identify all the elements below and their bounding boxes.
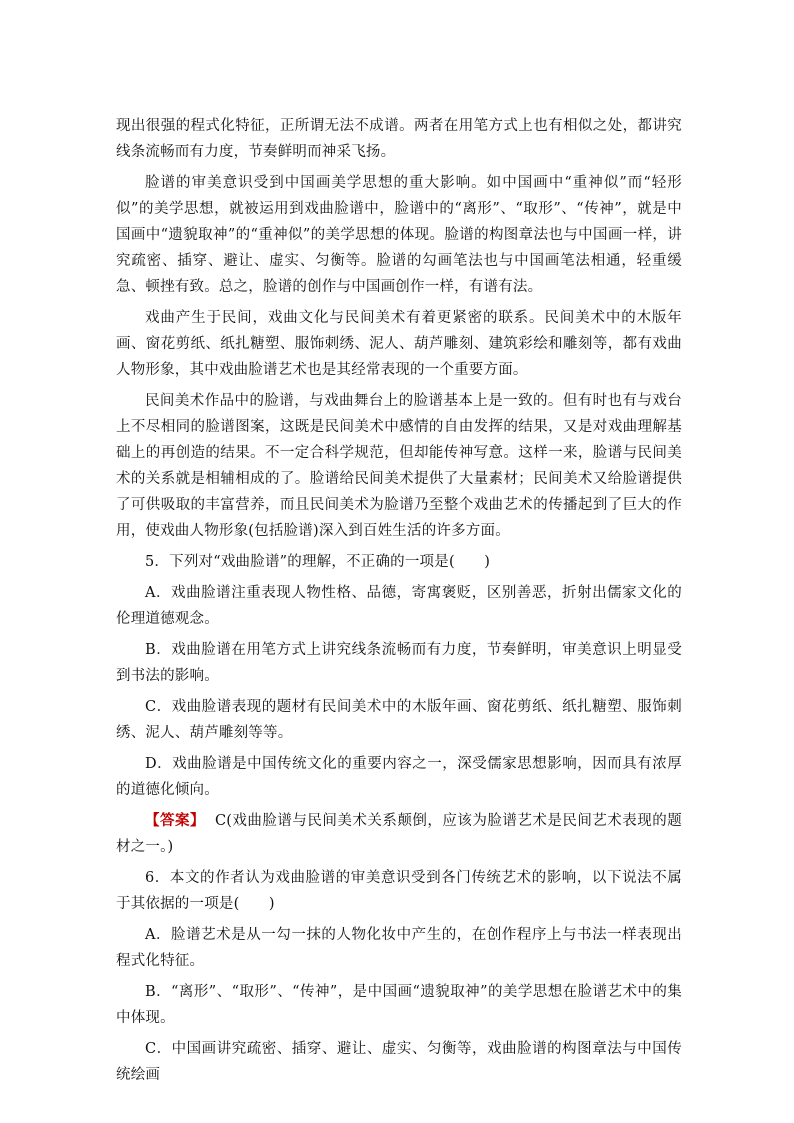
answer-text: C(戏曲脸谱与民间美术关系颠倒，应该为脸谱艺术是民间艺术表现的题材之一。) bbox=[116, 813, 682, 855]
answer-label: 【答案】 bbox=[145, 812, 205, 829]
question-5-stem: 5．下列对“戏曲脸谱”的理解，不正确的一项是( ) bbox=[145, 554, 491, 570]
question-6-option-c: C．中国画讲究疏密、插穿、避让、虚实、匀衡等，戏曲脸谱的构图章法与中国传统绘画 bbox=[116, 1041, 682, 1083]
question-5-option-d: D．戏曲脸谱是中国传统文化的重要内容之一，深受儒家思想影响，因而具有浓厚的道德化倾向。 bbox=[116, 756, 682, 798]
question-6 bbox=[116, 865, 682, 1088]
paragraph-folk-art: 戏曲产生于民间，戏曲文化与民间美术有着更紧密的联系。民间美术中的木版年画、窗花剪纸、纸扎糖塑、服饰刺绣、泥人、葫芦雕刻、建筑彩绘和雕刻等，都有戏曲人物形象，其中戏曲脸谱艺术也是其经常表现的一个重要方面。 bbox=[116, 310, 682, 378]
question-5 bbox=[116, 549, 682, 860]
question-5-answer bbox=[116, 808, 682, 860]
paragraph-folk-facial-makeup: 民间美术作品中的脸谱，与戏曲舞台上的脸谱基本上是一致的。但有时也有与戏台上不尽相同的脸谱图案，这既是民间美术中感情的自由发挥的结果，又是对戏曲理解基础上的再创造的结果。不一定合科学规范，但却能传神写意。这样一来，脸谱与民间美术的关系就是相辅相成的了。脸谱给民间美术提供了大量素材；民间美术又给脸谱提供了可供吸取的丰富营养，而且民间美术为脸谱乃至整个戏曲艺术的传播起到了巨大的作用，使戏曲人物形象(包括脸谱)深入到百姓生活的许多方面。 bbox=[116, 393, 682, 539]
question-5-option-b: B．戏曲脸谱在用笔方式上讲究线条流畅而有力度，节奏鲜明，审美意识上明显受到书法的影响。 bbox=[116, 642, 682, 684]
question-6-option-a: A．脸谱艺术是从一勾一抹的人物化妆中产生的，在创作程序上与书法一样表现出程式化特征。 bbox=[116, 927, 682, 969]
article-body bbox=[116, 113, 682, 1088]
question-5-option-a: A．戏曲脸谱注重表现人物性格、品德，寄寓褒贬，区别善恶，折射出儒家文化的伦理道德观念。 bbox=[116, 585, 682, 627]
question-6-stem: 6．本文的作者认为戏曲脸谱的审美意识受到各门传统艺术的影响，以下说法不属于其依据的一项是( ) bbox=[116, 870, 682, 912]
paragraph-aesthetics: 脸谱的审美意识受到中国画美学思想的重大影响。如中国画中“重神似”而“轻形似”的美学思想，就被运用到戏曲脸谱中，脸谱中的“离形”、“取形”、“传神”，就是中国画中“遗貌取神”的“重神似”的美学思想的体现。脸谱的构图章法也与中国画一样，讲究疏密、插穿、避让、虚实、匀衡等。脸谱的勾画笔法也与中国画笔法相通，轻重缓急、顿挫有致。总之，脸谱的创作与中国画创作一样，有谱有法。 bbox=[116, 175, 682, 295]
question-6-option-b: B．“离形”、“取形”、“传神”，是中国画“遗貌取神”的美学思想在脸谱艺术中的集中体现。 bbox=[116, 984, 682, 1026]
paragraph-continued: 现出很强的程式化特征，正所谓无法不成谱。两者在用笔方式上也有相似之处，都讲究线条流畅而有力度，节奏鲜明而神采飞扬。 bbox=[116, 118, 682, 160]
question-5-option-c: C．戏曲脸谱表现的题材有民间美术中的木版年画、窗花剪纸、纸扎糖塑、服饰刺绣、泥人、葫芦雕刻等等。 bbox=[116, 699, 682, 741]
